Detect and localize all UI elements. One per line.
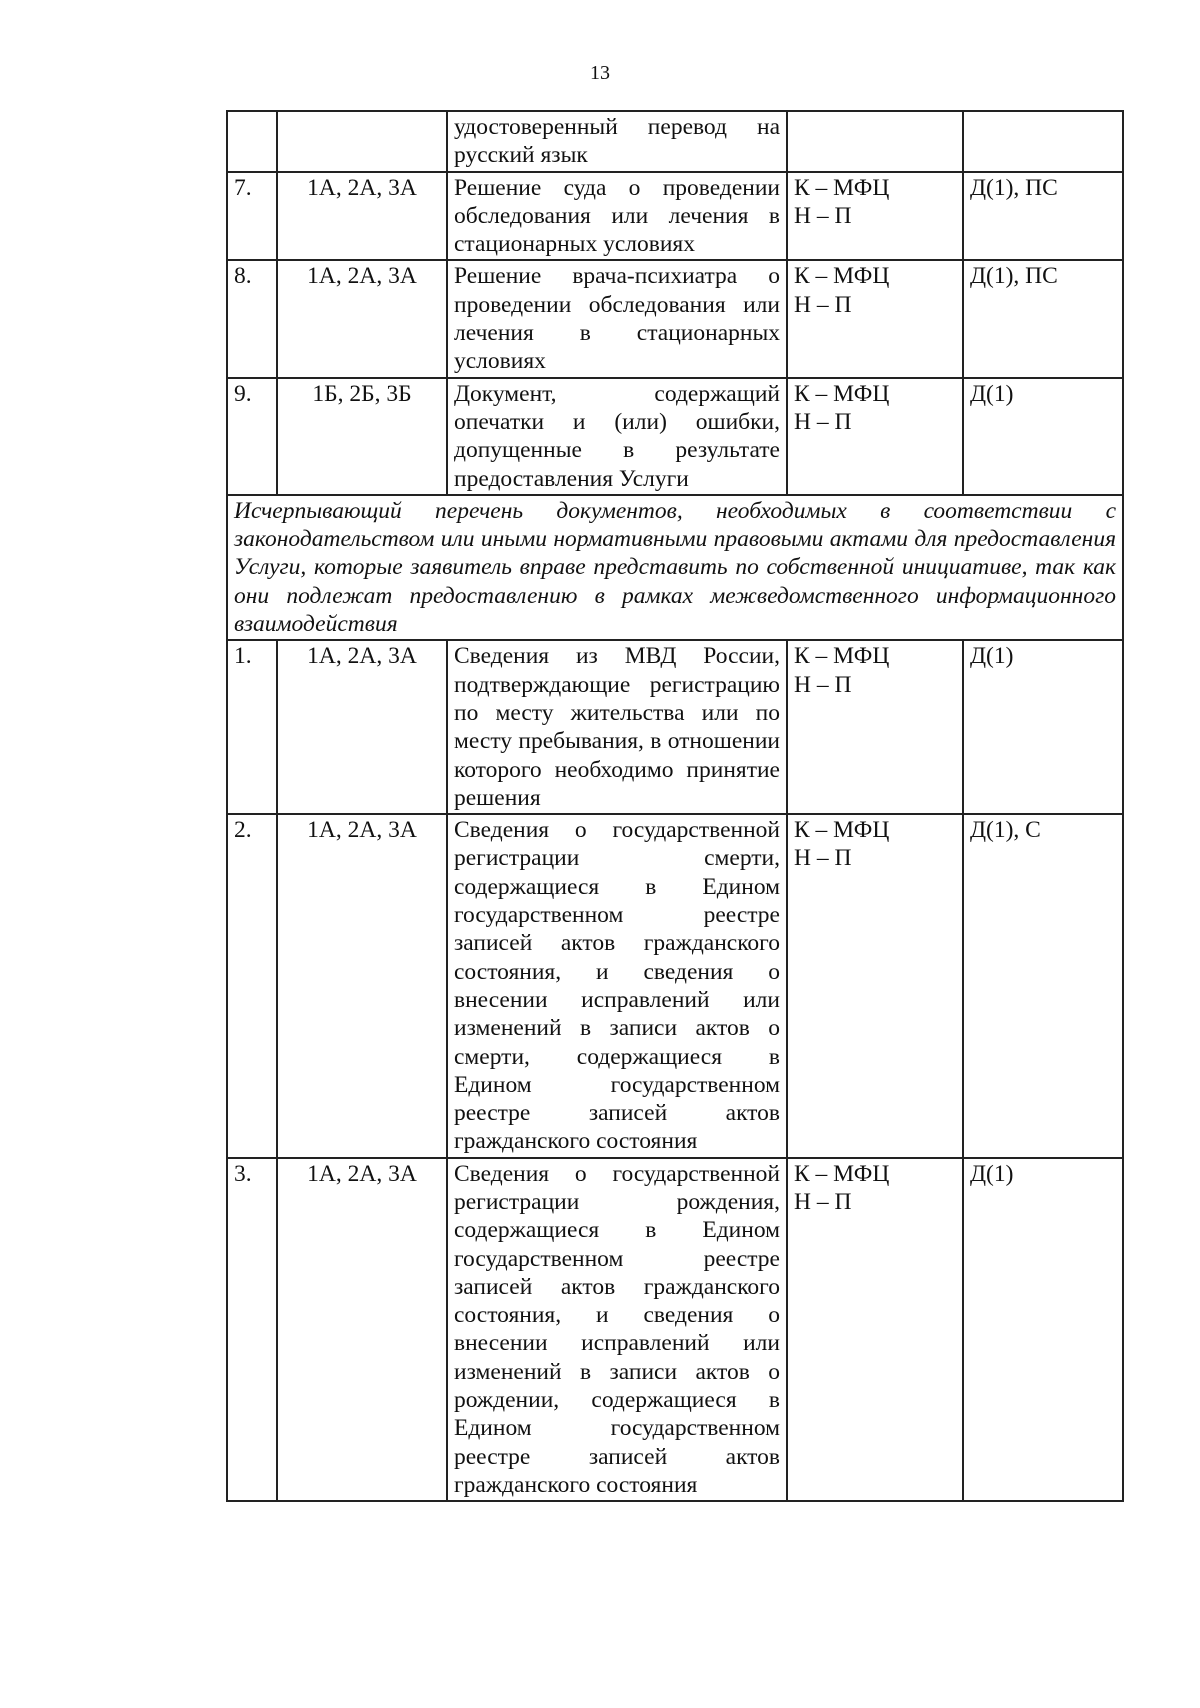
submission-method-line: К – МФЦ <box>794 380 890 407</box>
page-number: 13 <box>590 62 610 84</box>
row-number: 2. <box>227 814 277 1158</box>
row-applicant-codes: 1А, 2А, 3А <box>277 640 447 814</box>
submission-method-line: К – МФЦ <box>794 1160 890 1187</box>
documents-table-top <box>227 111 1123 495</box>
row-document-description: Сведения о государственной регистрации рождения, содержащиеся в Едином государственном реестре записей актов гражданского состояния, и сведения о внесении исправлений или изменений в записи актов о рождении, содержащиеся в Едином государственном реестре записей актов гражданского состояния <box>447 1158 787 1502</box>
submission-method-line: Н – П <box>794 671 852 698</box>
row-document-description: удостоверенный перевод на русский язык <box>447 111 787 172</box>
row-number: 8. <box>227 260 277 377</box>
table-row <box>227 640 1123 814</box>
row-submission-method <box>787 640 963 814</box>
section-header-row <box>227 495 1123 640</box>
row-submission-method <box>787 1158 963 1502</box>
table-row <box>227 260 1123 377</box>
table-row <box>227 814 1123 1158</box>
submission-method-line: К – МФЦ <box>794 174 890 201</box>
row-document-description: Решение суда о проведении обследования или лечения в стационарных условиях <box>447 172 787 261</box>
row-submission-method <box>787 814 963 1158</box>
submission-method-line: Н – П <box>794 291 852 318</box>
row-number <box>227 111 277 172</box>
row-submission-method <box>787 172 963 261</box>
table-row <box>227 172 1123 261</box>
submission-method-line: Н – П <box>794 845 852 872</box>
submission-method-line: К – МФЦ <box>794 643 890 670</box>
row-document-type: Д(1) <box>963 1158 1123 1502</box>
row-applicant-codes: 1А, 2А, 3А <box>277 260 447 377</box>
documents-table-section <box>227 495 1123 640</box>
table-row <box>227 378 1123 495</box>
row-document-type <box>963 111 1123 172</box>
row-document-type: Д(1) <box>963 640 1123 814</box>
submission-method-line: Н – П <box>794 202 852 229</box>
row-applicant-codes: 1А, 2А, 3А <box>277 1158 447 1502</box>
row-document-type: Д(1) <box>963 378 1123 495</box>
submission-method-line: Н – П <box>794 408 852 435</box>
row-document-description: Сведения из МВД России, подтверждающие регистрацию по месту жительства или по месту пребывания, в отношении которого необходимо принятие решения <box>447 640 787 814</box>
row-applicant-codes: 1А, 2А, 3А <box>277 172 447 261</box>
row-document-type: Д(1), С <box>963 814 1123 1158</box>
row-submission-method <box>787 111 963 172</box>
row-document-description: Сведения о государственной регистрации смерти, содержащиеся в Едином государственном реестре записей актов гражданского состояния, и сведения о внесении исправлений или изменений в записи актов о смерти, содержащиеся в Едином государственном реестре записей актов гражданского состояния <box>447 814 787 1158</box>
row-number: 1. <box>227 640 277 814</box>
table-row <box>227 1158 1123 1502</box>
row-document-type: Д(1), ПС <box>963 260 1123 377</box>
row-submission-method <box>787 378 963 495</box>
row-document-description: Решение врача-психиатра о проведении обследования или лечения в стационарных условиях <box>447 260 787 377</box>
row-applicant-codes: 1А, 2А, 3А <box>277 814 447 1158</box>
section-title: Исчерпывающий перечень документов, необходимых в соответствии с законодательством или иными нормативными правовыми актами для предоставления Услуги, которые заявитель вправе представить по собственной инициативе, так как они подлежат предоставлению в рамках межведомственного информационного взаимодействия <box>227 495 1123 640</box>
row-number: 9. <box>227 378 277 495</box>
documents-table-bottom <box>227 640 1123 1501</box>
submission-method-line: К – МФЦ <box>794 263 890 290</box>
row-number: 3. <box>227 1158 277 1502</box>
documents-table <box>226 110 1124 1502</box>
row-applicant-codes: 1Б, 2Б, 3Б <box>277 378 447 495</box>
row-document-type: Д(1), ПС <box>963 172 1123 261</box>
row-applicant-codes <box>277 111 447 172</box>
row-number: 7. <box>227 172 277 261</box>
submission-method-line: Н – П <box>794 1188 852 1215</box>
table-row <box>227 111 1123 172</box>
row-document-description: Документ, содержащий опечатки и (или) ошибки, допущенные в результате предоставления Услуги <box>447 378 787 495</box>
submission-method-line: К – МФЦ <box>794 817 890 844</box>
row-submission-method <box>787 260 963 377</box>
